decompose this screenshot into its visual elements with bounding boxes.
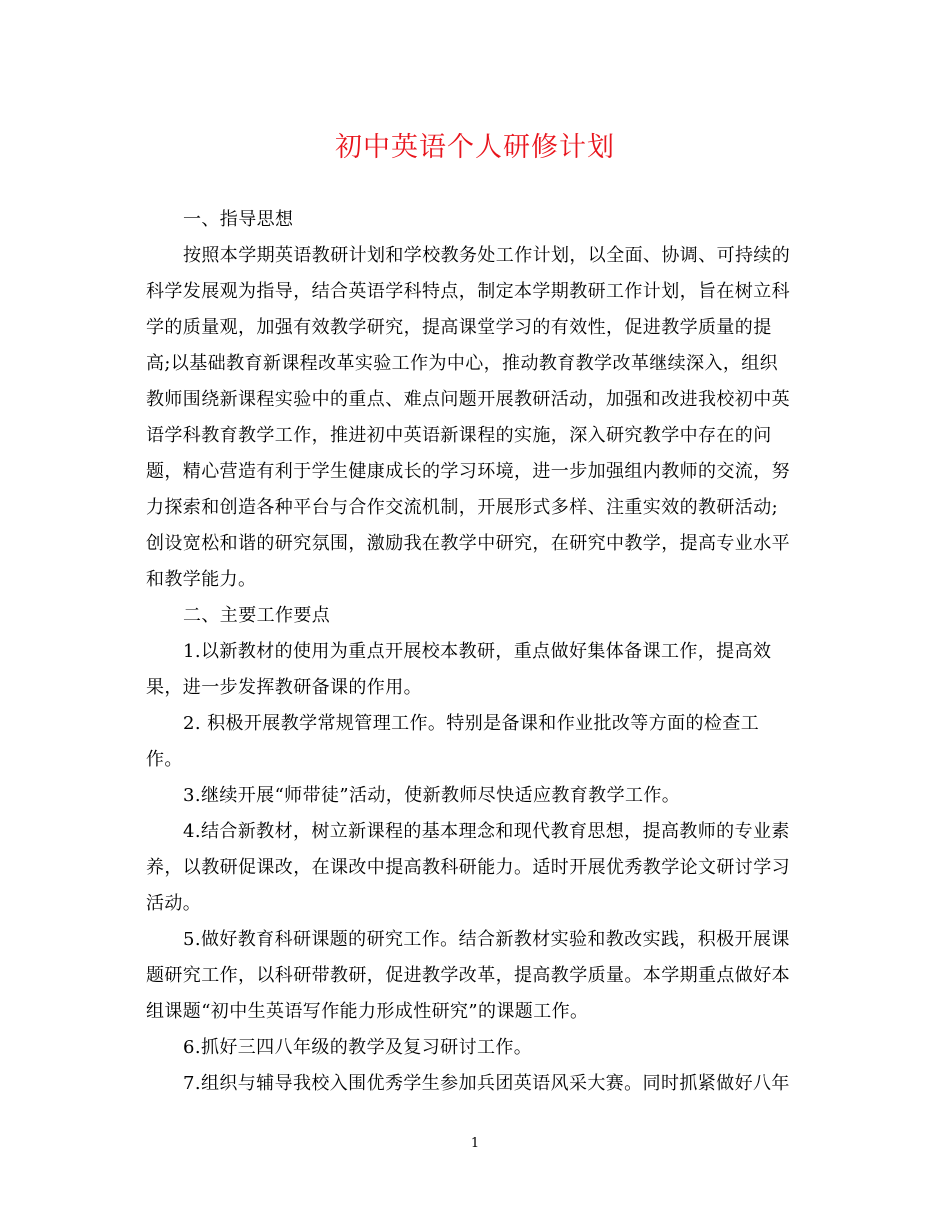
list-item-line: 2. 积极开展教学常规管理工作。特别是备课和作业批改等方面的检查工 (183, 713, 760, 734)
paragraph-line: 按照本学期英语教研计划和学校教务处工作计划，以全面、协调、可持续的 (183, 245, 791, 266)
paragraph-line: 和教学能力。 (146, 569, 257, 590)
list-item-line: 养，以教研促课改，在课改中提高教科研能力。适时开展优秀教学论文研讨学习 (146, 857, 790, 878)
list-item-line: 4.结合新教材，树立新课程的基本理念和现代教育思想，提高教师的专业素 (183, 821, 790, 842)
list-item-line: 果，进一步发挥教研备课的作用。 (146, 677, 422, 698)
paragraph-line: 学的质量观，加强有效教学研究，提高课堂学习的有效性，促进教学质量的提 (146, 317, 772, 338)
list-item-line: 6.抓好三四八年级的教学及复习研讨工作。 (183, 1037, 533, 1058)
list-item-line: 作。 (146, 749, 183, 770)
document-title: 初中英语个人研修计划 (335, 132, 615, 163)
paragraph-line: 科学发展观为指导，结合英语学科特点，制定本学期教研工作计划，旨在树立科 (146, 281, 790, 302)
paragraph-line: 力探索和创造各种平台与合作交流机制，开展形式多样、注重实效的教研活动; (146, 497, 779, 518)
list-item-line: 3.继续开展“师带徒”活动，使新教师尽快适应教育教学工作。 (183, 785, 681, 806)
section-heading-main-points: 二、主要工作要点 (183, 605, 331, 626)
paragraph-line: 高;以基础教育新课程改革实验工作为中心，推动教育教学改革继续深入，组织 (146, 353, 779, 374)
list-item-line: 组课题“初中生英语写作能力形成性研究”的课题工作。 (146, 1001, 589, 1022)
list-item-line: 1.以新教材的使用为重点开展校本教研，重点做好集体备课工作，提高效 (183, 641, 772, 662)
paragraph-line: 教师围绕新课程实验中的重点、难点问题开展教研活动，加强和改进我校初中英 (146, 389, 790, 410)
page-number: 1 (470, 1136, 480, 1151)
paragraph-line: 语学科教育教学工作，推进初中英语新课程的实施，深入研究教学中存在的问 (146, 425, 772, 446)
list-item-line: 7.组织与辅导我校入围优秀学生参加兵团英语风采大赛。同时抓紧做好八年 (183, 1073, 790, 1094)
list-item-line: 5.做好教育科研课题的研究工作。结合新教材实验和教改实践，积极开展课 (183, 929, 790, 950)
paragraph-line: 创设宽松和谐的研究氛围，激励我在教学中研究，在研究中教学，提高专业水平 (146, 533, 790, 554)
section-heading-guiding-thought: 一、指导思想 (183, 209, 294, 230)
list-item-line: 题研究工作，以科研带教研，促进教学改革，提高教学质量。本学期重点做好本 (146, 965, 790, 986)
list-item-line: 活动。 (146, 893, 202, 914)
paragraph-line: 题，精心营造有利于学生健康成长的学习环境，进一步加强组内教师的交流，努 (146, 461, 790, 482)
